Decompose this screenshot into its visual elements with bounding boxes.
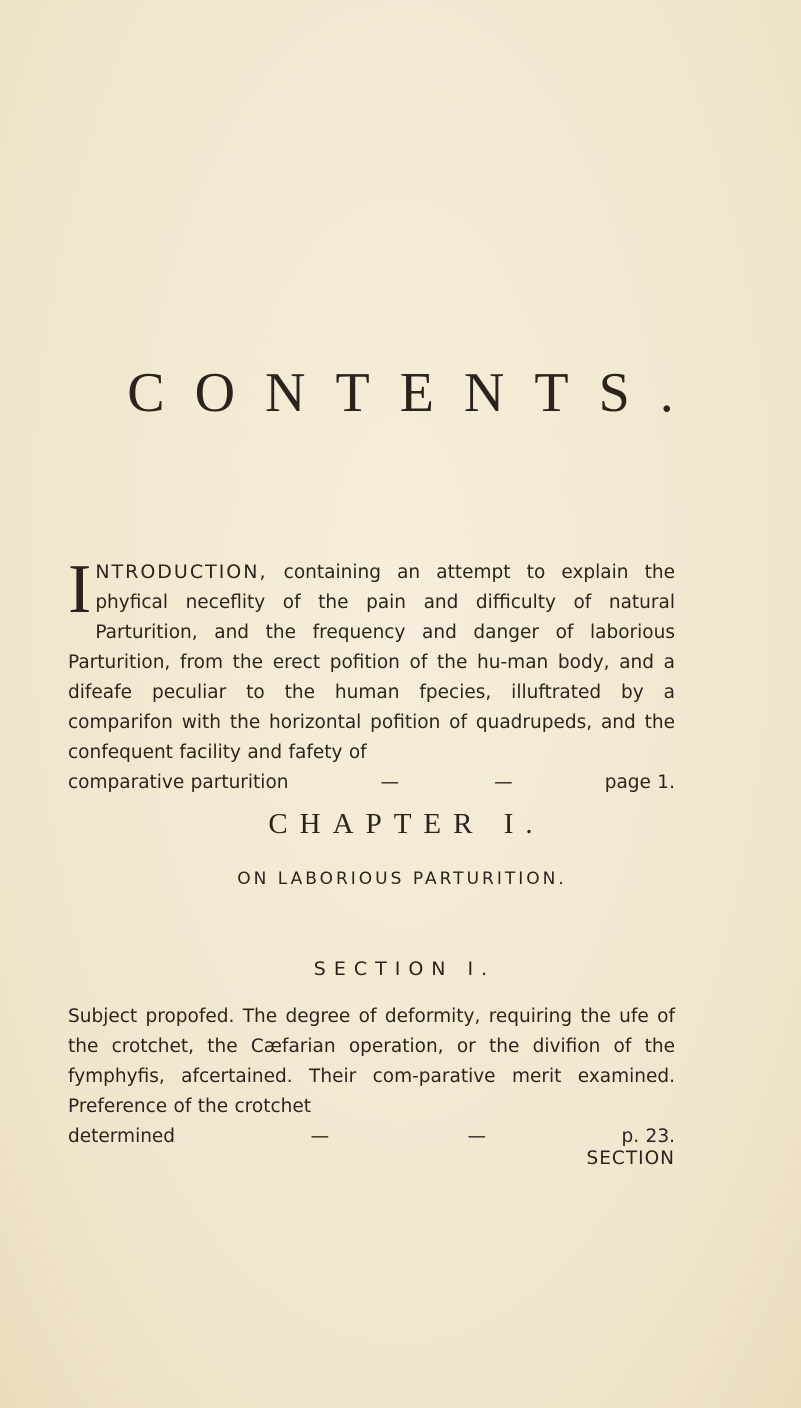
introduction-text: containing an attempt to explain the phyfical neceflity of the pain and difficulty of natural Parturition, and the frequency and danger of laborious Parturition, from the erect pofition of the hu-man body, and a difeafe peculiar to the human fpecies, illuftrated by a comparifon with the horizontal pofition of quadrupeds, and the confequent facility and fafety of	[68, 562, 675, 763]
introduction-lead-word: NTRODUCTION,	[95, 561, 268, 583]
leader-dash: —	[467, 1126, 486, 1147]
section-last-line	[68, 1122, 675, 1152]
leader-dash: —	[310, 1126, 330, 1147]
introduction-last-line	[68, 768, 675, 798]
introduction-page-ref: page 1.	[604, 772, 675, 793]
section-text: Subject propofed. The degree of deformity, requiring the ufe of the crotchet, the Cæfarian operation, or the divifion of the fymphyfis, afcertained. Their com-parative merit examined. Preference of the crotchet	[68, 1006, 675, 1117]
chapter-heading: CHAPTER I.	[268, 808, 545, 840]
introduction-entry	[68, 551, 675, 798]
chapter-subtitle: ON LABORIOUS PARTURITION.	[237, 869, 567, 889]
section-page-ref: p. 23.	[621, 1126, 675, 1147]
leader-dash: —	[494, 772, 513, 793]
section-heading: SECTION I.	[313, 958, 496, 980]
section-entry	[68, 1002, 675, 1152]
contents-title: CONTENTS.	[127, 362, 704, 424]
catchword: SECTION	[586, 1148, 675, 1169]
section-last-line-text: determined	[68, 1126, 176, 1147]
leader-dash: —	[380, 772, 400, 793]
drop-cap: I	[68, 551, 92, 628]
introduction-last-line-text: comparative parturition	[68, 772, 289, 793]
